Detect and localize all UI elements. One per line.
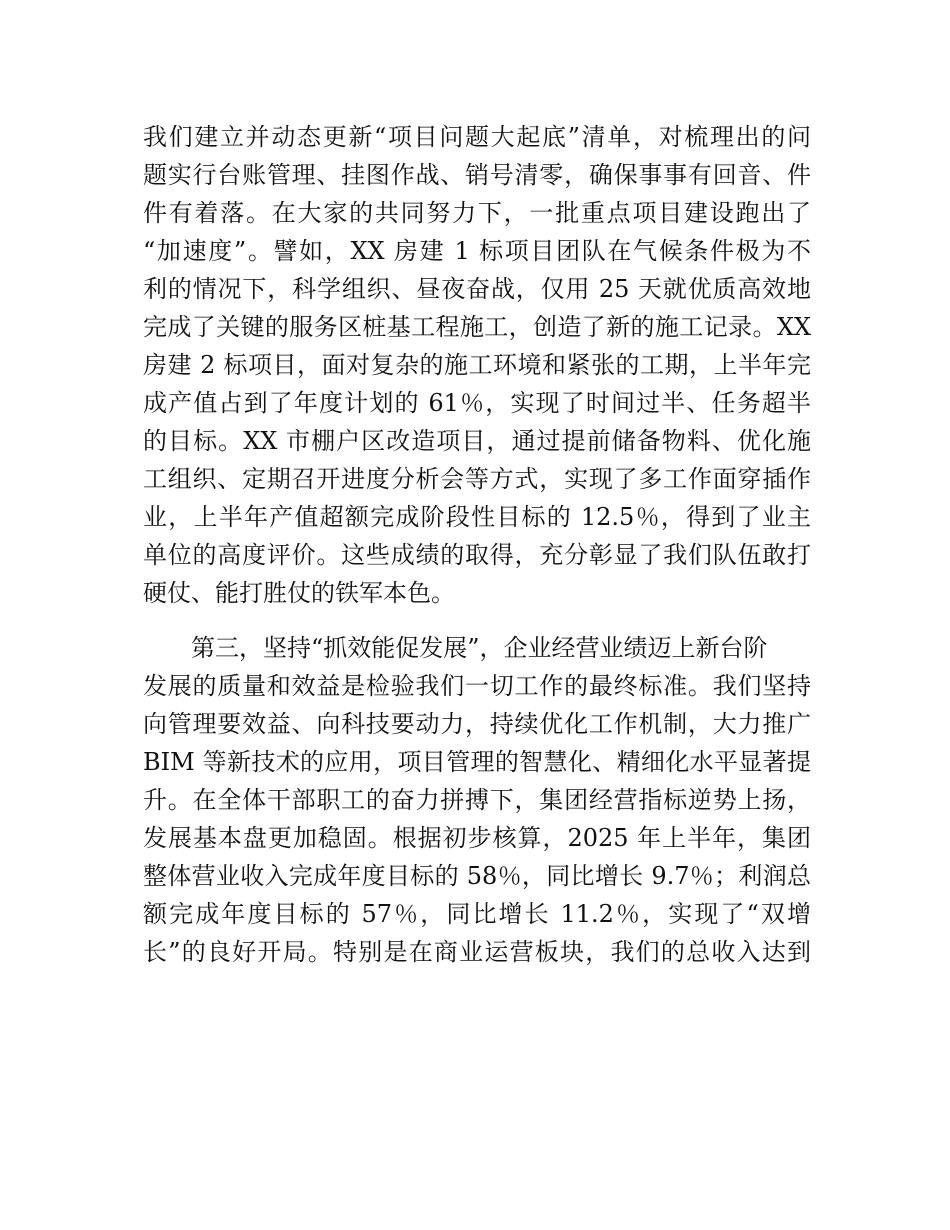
text-line: “加速度”。譬如，XX 房建 1 标项目团队在气候条件极为不 <box>143 237 811 265</box>
document-body <box>143 118 811 971</box>
text-line: 我们建立并动态更新“项目问题大起底”清单，对梳理出的问 <box>143 123 811 151</box>
text-line: 题实行台账管理、挂图作战、销号清零，确保事事有回音、件 <box>143 161 811 189</box>
text-line: 发展基本盘更加稳固。根据初步核算，2025 年上半年，集团 <box>143 824 811 852</box>
text-line: 件有着落。在大家的共同努力下，一批重点项目建设跑出了 <box>143 199 811 227</box>
text-line: 业，上半年产值超额完成阶段性目标的 12.5％，得到了业主 <box>143 503 811 531</box>
paragraph-spacer <box>143 612 811 629</box>
text-line: 单位的高度评价。这些成绩的取得，充分彰显了我们队伍敢打 <box>143 541 811 569</box>
text-line: 向管理要效益、向科技要动力，持续优化工作机制，大力推广 <box>143 710 811 738</box>
text-line: 的目标。XX 市棚户区改造项目，通过提前储备物料、优化施 <box>143 427 811 455</box>
paragraph-2 <box>143 629 811 971</box>
text-line: 发展的质量和效益是检验我们一切工作的最终标准。我们坚持 <box>143 672 811 700</box>
paragraph-1 <box>143 118 811 612</box>
text-line: 长”的良好开局。特别是在商业运营板块，我们的总收入达到 <box>143 938 811 966</box>
text-line: 工组织、定期召开进度分析会等方式，实现了多工作面穿插作 <box>143 465 811 493</box>
text-line: 额完成年度目标的 57％，同比增长 11.2％，实现了“双增 <box>143 900 811 928</box>
text-line: 完成了关键的服务区桩基工程施工，创造了新的施工记录。XX <box>143 313 811 341</box>
section-heading-line: 第三，坚持“抓效能促发展”，企业经营业绩迈上新台阶 <box>191 634 768 662</box>
text-line: 利的情况下，科学组织、昼夜奋战，仅用 25 天就优质高效地 <box>143 275 811 303</box>
text-line: 房建 2 标项目，面对复杂的施工环境和紧张的工期，上半年完 <box>143 351 811 379</box>
text-line: 整体营业收入完成年度目标的 58％，同比增长 9.7％；利润总 <box>143 862 811 890</box>
text-line: 硬仗、能打胜仗的铁军本色。 <box>143 579 455 607</box>
text-line: 升。在全体干部职工的奋力拼搏下，集团经营指标逆势上扬， <box>143 786 811 814</box>
text-line: BIM 等新技术的应用，项目管理的智慧化、精细化水平显著提 <box>143 748 811 776</box>
text-line: 成产值占到了年度计划的 61％，实现了时间过半、任务超半 <box>143 389 811 417</box>
